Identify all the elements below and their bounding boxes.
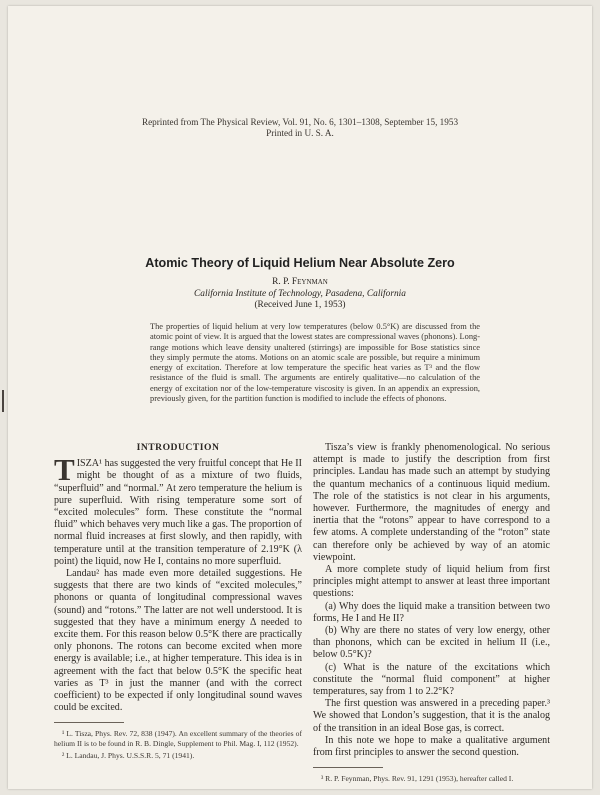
intro-paragraph-3: Tisza’s view is frankly phenomenological. No serious attempt is made to justify the description from first principles. Landau has made such an attempt by studying the quantum mechanics of a continuous liquid medium. The role of the statistics is not clear in his arguments, however. Furthermore, the magnitudes of energy and inertia that the “rotons” appear to have correspond to a few atoms. A complete understanding of the “roton” state can therefore only be achieved by way of an atomic viewpoint. bbox=[313, 442, 550, 563]
drop-cap: T bbox=[54, 452, 75, 488]
question-c: (c) What is the nature of the excitations which constitute the “normal fluid component” at higher temperatures, say from 1 to 2.2°K? bbox=[313, 661, 550, 698]
printed-line: Printed in U. S. A. bbox=[266, 128, 334, 138]
footnotes-left bbox=[54, 729, 302, 760]
intro-paragraph-5: The first question was answered in a preceding paper.³ We showed that London’s suggestion, that it is the analog of the transition in an ideal Bose gas, is correct. bbox=[313, 698, 550, 734]
author-block bbox=[8, 277, 592, 312]
author-name: R. P. Feynman bbox=[272, 277, 328, 287]
footnote-1: ¹ L. Tisza, Phys. Rev. 72, 838 (1947). An excellent summary of the theories of helium II is to be found in R. B. Dingle, Supplement to Phil. Mag. I, 112 (1952). bbox=[54, 729, 302, 748]
right-column bbox=[313, 442, 550, 787]
reprint-header bbox=[8, 117, 592, 139]
footnote-3: ³ R. P. Feynman, Phys. Rev. 91, 1291 (1953), hereafter called I. bbox=[321, 774, 514, 784]
paper-title: Atomic Theory of Liquid Helium Near Absolute Zero bbox=[145, 256, 455, 270]
question-a: (a) Why does the liquid make a transition between two forms, He I and He II? bbox=[313, 600, 550, 624]
footnotes-right bbox=[313, 774, 550, 783]
footnote-rule bbox=[313, 767, 383, 768]
author-affiliation: California Institute of Technology, Pasadena, California bbox=[194, 288, 406, 299]
intro-paragraph-4: A more complete study of liquid helium from first principles might attempt to answer at least three important questions: bbox=[313, 564, 550, 600]
reprint-line: Reprinted from The Physical Review, Vol. 91, No. 6, 1301–1308, September 15, 1953 bbox=[141, 117, 459, 127]
abstract: The properties of liquid helium at very low temperatures (below 0.5°K) are discussed from the atomic point of view. It is argued that the lowest states are compressional waves (phonons). Long-range motions which leave density unaltered (stirrings) are impossible for Bose statistics since they simply permute the atoms. Motions on an atomic scale are possible, but require a minimum energy of excitation. Therefore at low temperature the specific heat varies as T³ and the flow resistance of the fluid is small. The arguments are entirely qualitative—no calculation of the energy of excitation nor of the low-temperature viscosity is given. In an appendix an expression, previously given, for the partition function is modified to include the effects of phonons. bbox=[150, 322, 480, 404]
intro-paragraph-2: Landau² has made even more detailed suggestions. He suggests that there are two kinds of “excited molecules,” phonons or quanta of longitudinal compressional waves (sound) and “rotons.” The latter are not well understood. It is suggested that they have a minimum energy Δ needed to excite them. For this reason below 0.5°K there are practically only phonons. The rotons can become excited when more energy is available; i.e., at higher temperature. This idea is in agreement with the fact that below 0.5°K the specific heat varies as T³ in just the manner (and with the correct coefficient) to be expected if only longitudinal sound waves could be excited. bbox=[54, 568, 302, 714]
received-date: (Received June 1, 1953) bbox=[254, 300, 346, 310]
paper-page bbox=[8, 6, 592, 789]
intro-paragraph-1-text: ISZA¹ has suggested the very fruitful concept that He II might be thought of as a mixture of two fluids, “superfluid” and “normal.” At zero temperature the helium is pure superfluid. With rising temperature some sort of “excited molecules” form. These constitute the “normal fluid” which behaves very much like a gas. The proportion of normal fluid increases at first slowly, and then rapidly, with temperature until at the transition temperature of 2.19°K (λ point) the liquid, now He I, contains no more superfluid. bbox=[54, 458, 302, 567]
footnote-rule bbox=[54, 722, 124, 723]
question-b: (b) Why are there no states of very low energy, other than phonons, which can be excited in helium II (i.e., below 0.5°K)? bbox=[313, 625, 550, 661]
footnote-2: ² L. Landau, J. Phys. U.S.S.R. 5, 71 (1941). bbox=[62, 751, 195, 761]
intro-paragraph-6: In this note we hope to make a qualitative argument from first principles to answer the second question. bbox=[313, 734, 550, 759]
left-column bbox=[54, 442, 302, 764]
margin-mark bbox=[2, 390, 4, 412]
intro-paragraph-1 bbox=[54, 452, 302, 568]
section-heading: INTRODUCTION bbox=[136, 442, 220, 453]
